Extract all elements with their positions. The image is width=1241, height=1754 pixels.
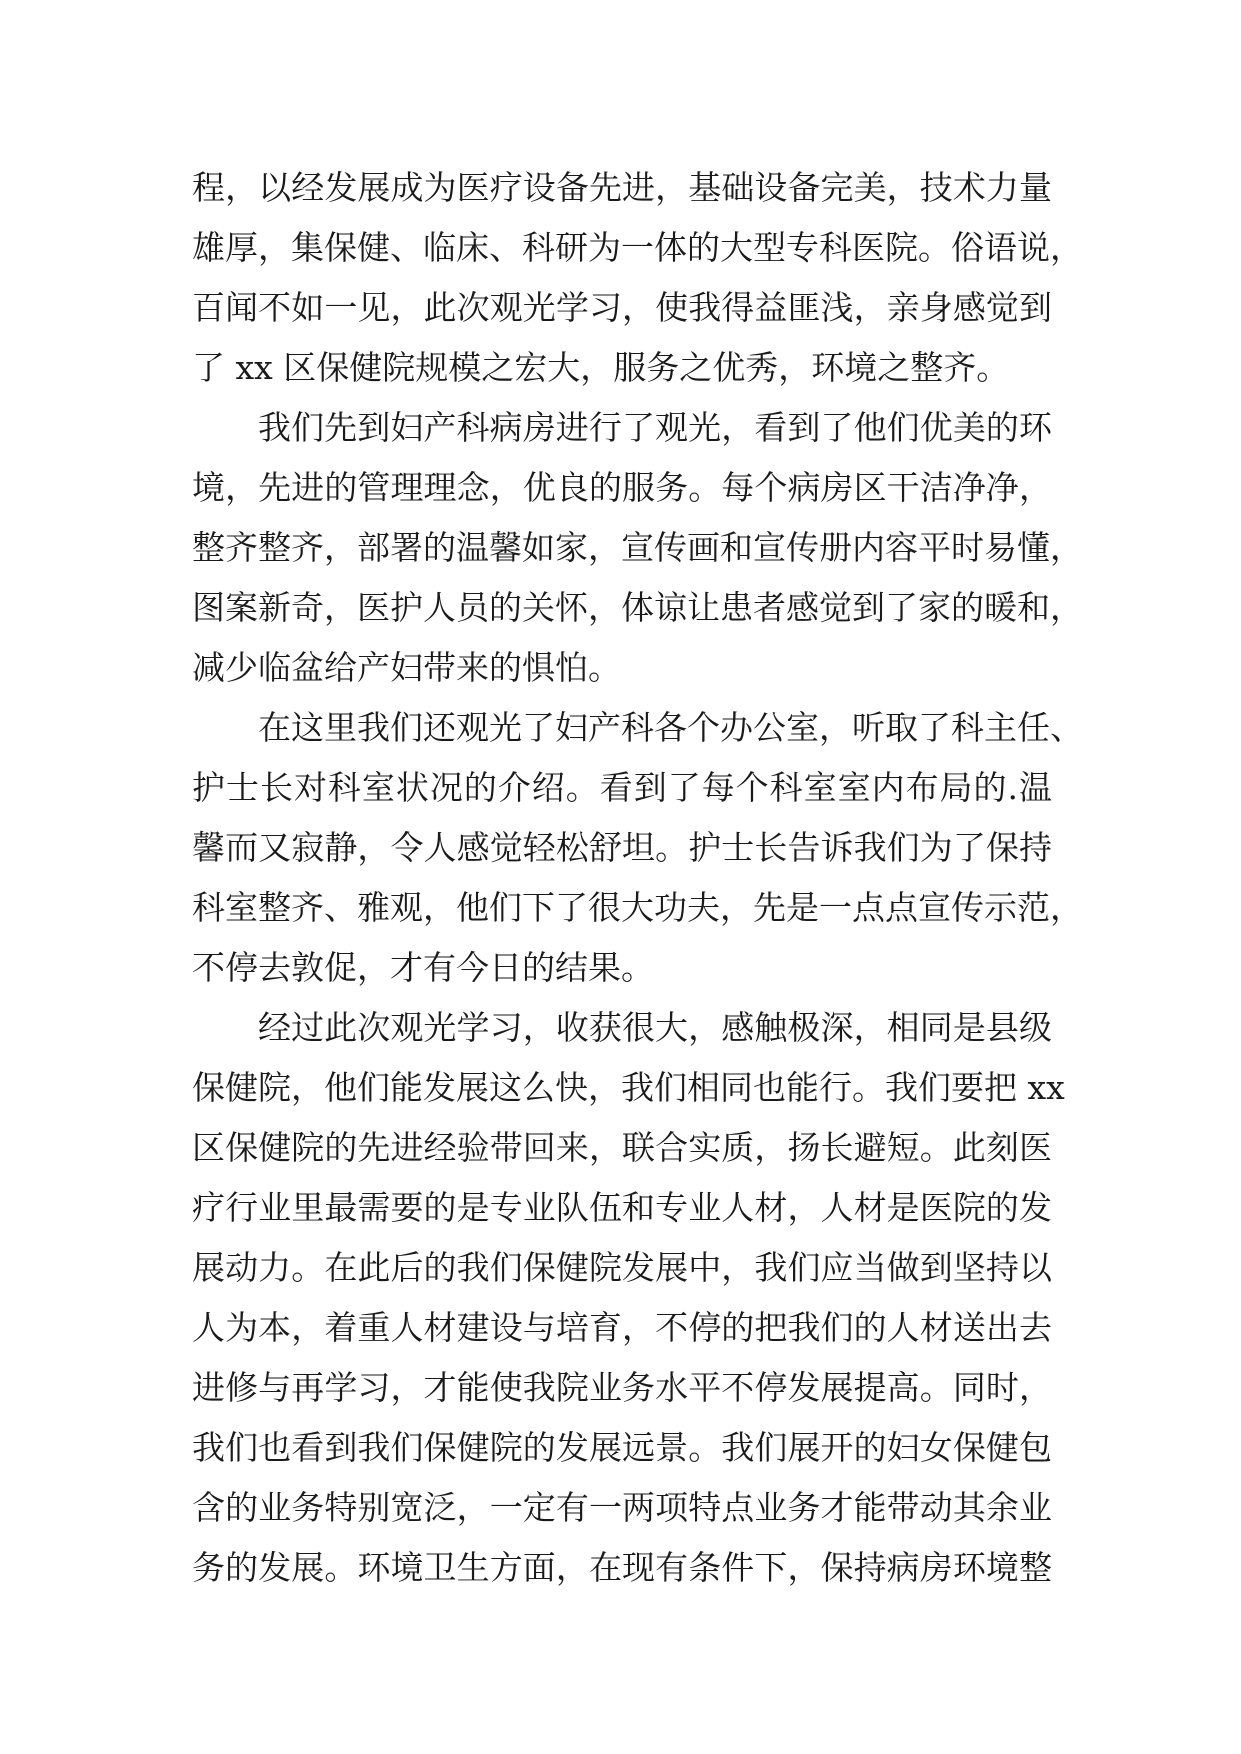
paragraph-4-line-5: 展动力。在此后的我们保健院发展中，我们应当做到坚持以: [192, 1248, 1052, 1287]
paragraph-2-line-3: 整齐整齐，部署的温馨如家，宣传画和宣传册内容平时易懂，: [192, 528, 1083, 567]
paragraph-4-line-3: 区保健院的先进经验带回来，联合实质，扬长避短。此刻医: [192, 1128, 1052, 1167]
paragraph-4-line-4: 疗行业里最需要的是专业队伍和专业人材，人材是医院的发: [192, 1188, 1052, 1227]
paragraph-4-line-8: 我们也看到我们保健院的发展远景。我们展开的妇女保健包: [192, 1428, 1052, 1467]
paragraph-1-line-1: 程，以经发展成为医疗设备先进，基础设备完美，技术力量: [192, 168, 1052, 207]
paragraph-2-line-2: 境，先进的管理理念，优良的服务。每个病房区干洁净净，: [192, 468, 1052, 507]
paragraph-3-line-4: 科室整齐、雅观，他们下了很大功夫，先是一点点宣传示范，: [192, 888, 1083, 927]
document-body: [192, 158, 1083, 1598]
paragraph-2-line-4: 图案新奇，医护人员的关怀，体谅让患者感觉到了家的暖和，: [192, 588, 1083, 627]
paragraph-3-line-5: 不停去敦促，才有今日的结果。: [192, 948, 654, 987]
paragraph-1-line-3: 百闻不如一见，此次观光学习，使我得益匪浅，亲身感觉到: [192, 288, 1052, 327]
paragraph-4-line-1: 经过此次观光学习，收获很大，感触极深，相同是县级: [258, 1008, 1052, 1047]
paragraph-3-line-1: 在这里我们还观光了妇产科各个办公室，听取了科主任、: [258, 708, 1083, 747]
paragraph-3-line-3: 馨而又寂静，令人感觉轻松舒坦。护士长告诉我们为了保持: [192, 828, 1052, 867]
paragraph-1-line-2: 雄厚，集保健、临床、科研为一体的大型专科医院。俗语说，: [192, 228, 1083, 267]
paragraph-1-line-4: 了 xx 区保健院规模之宏大，服务之优秀，环境之整齐。: [192, 348, 1010, 387]
paragraph-4-line-2: 保健院，他们能发展这么快，我们相同也能行。我们要把 xx: [192, 1068, 1065, 1107]
paragraph-2-line-5: 减少临盆给产妇带来的惧怕。: [192, 648, 621, 687]
paragraph-4-line-10: 务的发展。环境卫生方面，在现有条件下，保持病房环境整: [192, 1548, 1052, 1587]
paragraph-4-line-9: 含的业务特别宽泛，一定有一两项特点业务才能带动其余业: [192, 1488, 1052, 1527]
paragraph-4-line-7: 进修与再学习，才能使我院业务水平不停发展提高。同时，: [192, 1368, 1052, 1407]
paragraph-3-line-2: 护士长对科室状况的介绍。看到了每个科室室内布局的.温: [192, 768, 1052, 807]
paragraph-4-line-6: 人为本，着重人材建设与培育，不停的把我们的人材送出去: [192, 1308, 1052, 1347]
paragraph-2-line-1: 我们先到妇产科病房进行了观光，看到了他们优美的环: [258, 408, 1052, 447]
